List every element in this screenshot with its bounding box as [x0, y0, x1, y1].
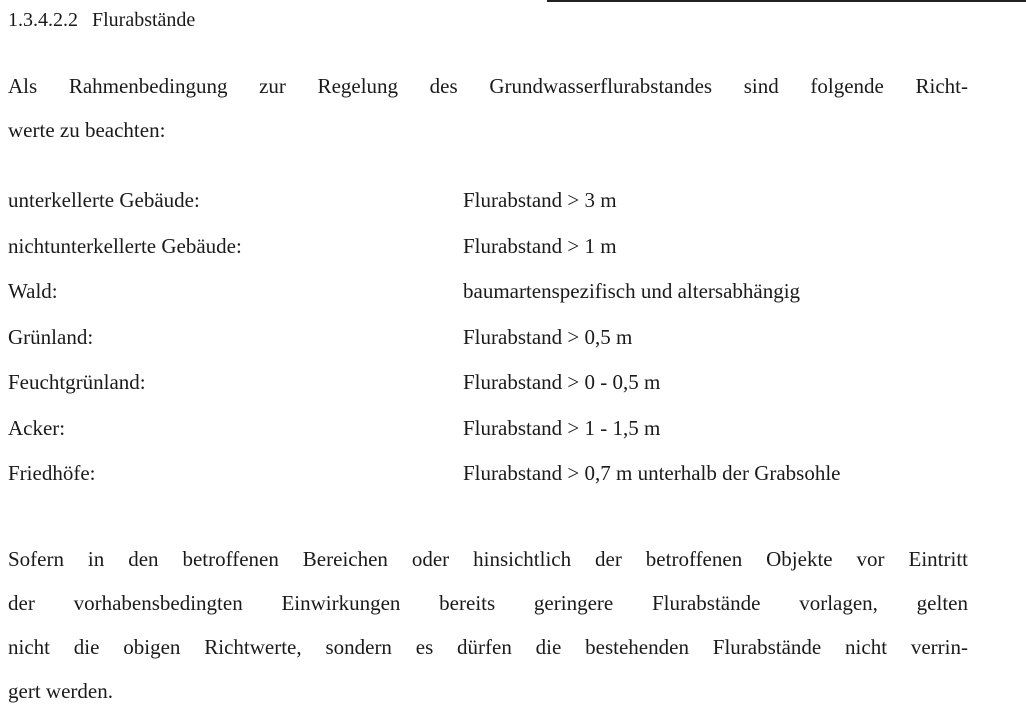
section-number: 1.3.4.2.2	[8, 9, 78, 31]
table-row	[8, 315, 1008, 361]
page-top-rule	[547, 0, 1026, 2]
paragraph-line: werte zu beachten:	[8, 118, 166, 142]
row-label: nichtunterkellerte Gebäude:	[8, 233, 242, 258]
row-value: Flurabstand > 3 m	[463, 188, 617, 212]
outro-paragraph	[8, 537, 968, 713]
threshold-table	[8, 178, 1008, 497]
row-label: Wald:	[8, 279, 58, 303]
row-value: Flurabstand > 0,7 m unterhalb der Grabsohle	[463, 461, 841, 485]
table-row	[8, 178, 1008, 224]
row-label: Acker:	[8, 415, 66, 440]
section-heading	[8, 7, 195, 33]
row-value: Flurabstand > 1 m	[463, 233, 617, 258]
row-label: Feuchtgrünland:	[8, 370, 146, 394]
row-label: Friedhöfe:	[8, 461, 96, 485]
paragraph-line: gert werden.	[8, 679, 113, 703]
row-value: Flurabstand > 0 - 0,5 m	[463, 370, 661, 394]
paragraph-line: Sofern in den betroffenen Bereichen oder hinsichtlich der betroffenen Objekte vor Eintritt	[8, 547, 968, 571]
row-value: baumartenspezifisch und altersabhängig	[463, 279, 801, 303]
table-row	[8, 224, 1008, 270]
paragraph-line: nicht die obigen Richtwerte, sondern es dürfen die bestehenden Flurabstände nicht verrin-	[8, 635, 968, 659]
paragraph-line: der vorhabensbedingten Einwirkungen bereits geringere Flurabstände vorlagen, gelten	[8, 591, 968, 615]
table-row	[8, 406, 1008, 452]
table-row	[8, 360, 1008, 406]
table-row	[8, 269, 1008, 315]
row-value: Flurabstand > 0,5 m	[463, 324, 633, 349]
paragraph-line: Als Rahmenbedingung zur Regelung des Grundwasserflurabstandes sind folgende Richt-	[8, 74, 968, 98]
row-label: Grünland:	[8, 324, 94, 349]
row-label: unterkellerte Gebäude:	[8, 188, 200, 212]
row-value: Flurabstand > 1 - 1,5 m	[463, 415, 661, 440]
section-title: Flurabstände	[92, 9, 196, 31]
intro-paragraph	[8, 64, 968, 152]
table-row	[8, 451, 1008, 497]
